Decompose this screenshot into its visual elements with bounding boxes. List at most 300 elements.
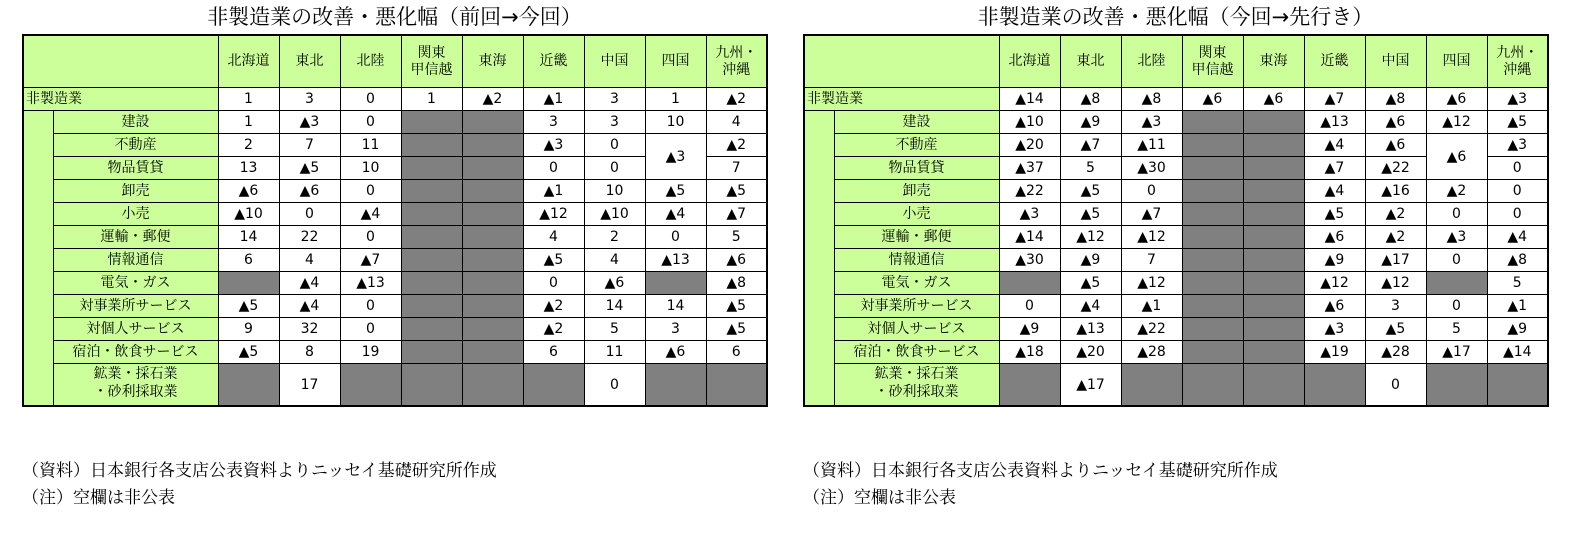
blank-cell xyxy=(1182,157,1243,180)
region-header: 九州・ 沖縄 xyxy=(706,35,767,88)
blank-cell xyxy=(1243,295,1304,318)
value-cell: ▲13 xyxy=(340,272,401,295)
value-cell: 14 xyxy=(218,226,279,249)
value-cell: 0 xyxy=(1121,180,1182,203)
value-cell: 5 xyxy=(706,226,767,249)
region-header: 東海 xyxy=(462,35,523,88)
table-panel-outlook xyxy=(803,5,1549,508)
value-cell: ▲3 xyxy=(1426,226,1487,249)
value-cell: ▲13 xyxy=(645,249,706,272)
row-label: 非製造業 xyxy=(23,88,218,111)
value-cell: ▲2 xyxy=(462,88,523,111)
value-cell: 8 xyxy=(279,341,340,364)
table-row xyxy=(804,203,1548,226)
value-cell: ▲5 xyxy=(1060,203,1121,226)
value-cell: ▲6 xyxy=(1182,88,1243,111)
region-header: 北海道 xyxy=(218,35,279,88)
value-cell: 3 xyxy=(1365,295,1426,318)
header-row xyxy=(23,35,767,88)
value-cell: 0 xyxy=(1487,157,1548,180)
value-cell: ▲6 xyxy=(1365,111,1426,134)
value-cell: 3 xyxy=(584,111,645,134)
value-cell: ▲7 xyxy=(1121,203,1182,226)
blank-cell xyxy=(462,295,523,318)
row-label: 対個人サービス xyxy=(53,318,218,341)
value-cell: ▲2 xyxy=(1365,203,1426,226)
value-cell: ▲5 xyxy=(1487,111,1548,134)
value-cell: ▲37 xyxy=(999,157,1060,180)
blank-cell xyxy=(218,272,279,295)
value-cell: 32 xyxy=(279,318,340,341)
value-cell: ▲30 xyxy=(999,249,1060,272)
blank-cell xyxy=(645,272,706,295)
blank-cell xyxy=(340,364,401,407)
value-cell: ▲6 xyxy=(1426,134,1487,180)
value-cell: 3 xyxy=(523,111,584,134)
row-label: 不動産 xyxy=(834,134,999,157)
blank-cell xyxy=(401,295,462,318)
value-cell: 10 xyxy=(340,157,401,180)
region-header: 九州・ 沖縄 xyxy=(1487,35,1548,88)
value-cell: ▲12 xyxy=(1426,111,1487,134)
value-cell: ▲6 xyxy=(706,249,767,272)
value-cell: ▲4 xyxy=(645,203,706,226)
value-cell: 14 xyxy=(645,295,706,318)
table-row xyxy=(804,364,1548,407)
value-cell: ▲5 xyxy=(706,318,767,341)
blank-cell xyxy=(401,341,462,364)
value-cell: 9 xyxy=(218,318,279,341)
value-cell: 0 xyxy=(523,157,584,180)
value-cell: ▲12 xyxy=(1365,272,1426,295)
row-label: 物品賃貸 xyxy=(834,157,999,180)
blank-cell xyxy=(1182,111,1243,134)
value-cell: ▲19 xyxy=(1304,341,1365,364)
blank-cell xyxy=(462,341,523,364)
row-label: 建設 xyxy=(53,111,218,134)
data-table xyxy=(22,34,768,407)
value-cell: 1 xyxy=(401,88,462,111)
value-cell: 0 xyxy=(340,180,401,203)
value-cell: ▲17 xyxy=(1426,341,1487,364)
value-cell: 0 xyxy=(1426,203,1487,226)
value-cell: ▲8 xyxy=(1121,88,1182,111)
row-label: 電気・ガス xyxy=(834,272,999,295)
value-cell: 5 xyxy=(1060,157,1121,180)
region-header: 東北 xyxy=(1060,35,1121,88)
blank-cell xyxy=(1243,364,1304,407)
value-cell: 11 xyxy=(584,341,645,364)
blank-cell xyxy=(462,226,523,249)
blank-cell xyxy=(1182,341,1243,364)
row-label: 情報通信 xyxy=(53,249,218,272)
table-row xyxy=(804,341,1548,364)
value-cell: ▲5 xyxy=(1365,318,1426,341)
footnote: （注）空欄は非公表 xyxy=(803,488,956,508)
table-row xyxy=(23,272,767,295)
indent-cell xyxy=(23,111,53,407)
value-cell: ▲13 xyxy=(1304,111,1365,134)
value-cell: 7 xyxy=(279,134,340,157)
value-cell: ▲12 xyxy=(1304,272,1365,295)
blank-cell xyxy=(462,134,523,157)
table-row xyxy=(804,226,1548,249)
value-cell: ▲6 xyxy=(645,341,706,364)
row-label: 小売 xyxy=(834,203,999,226)
value-cell: ▲1 xyxy=(523,180,584,203)
value-cell: 5 xyxy=(1487,272,1548,295)
row-label: 対個人サービス xyxy=(834,318,999,341)
blank-cell xyxy=(1182,364,1243,407)
value-cell: ▲3 xyxy=(645,134,706,180)
region-header: 北陸 xyxy=(1121,35,1182,88)
footnote: （注）空欄は非公表 xyxy=(22,488,175,508)
value-cell: 2 xyxy=(218,134,279,157)
value-cell: ▲12 xyxy=(1121,226,1182,249)
value-cell: ▲3 xyxy=(1487,134,1548,157)
row-label: 卸売 xyxy=(834,180,999,203)
value-cell: ▲30 xyxy=(1121,157,1182,180)
value-cell: ▲14 xyxy=(1487,341,1548,364)
blank-cell xyxy=(1182,318,1243,341)
value-cell: ▲4 xyxy=(1304,134,1365,157)
value-cell: ▲9 xyxy=(1304,249,1365,272)
value-cell: ▲1 xyxy=(1121,295,1182,318)
value-cell: 7 xyxy=(1121,249,1182,272)
row-label: 電気・ガス xyxy=(53,272,218,295)
value-cell: 7 xyxy=(706,157,767,180)
value-cell: ▲9 xyxy=(999,318,1060,341)
value-cell: ▲5 xyxy=(218,295,279,318)
blank-cell xyxy=(999,364,1060,407)
blank-cell xyxy=(1182,272,1243,295)
row-label: 建設 xyxy=(834,111,999,134)
blank-cell xyxy=(401,364,462,407)
blank-cell xyxy=(1121,364,1182,407)
value-cell: ▲4 xyxy=(1060,295,1121,318)
value-cell: 0 xyxy=(584,364,645,407)
value-cell: 10 xyxy=(584,180,645,203)
blank-cell xyxy=(1182,180,1243,203)
blank-cell xyxy=(1182,203,1243,226)
value-cell: ▲10 xyxy=(218,203,279,226)
region-header: 東海 xyxy=(1243,35,1304,88)
value-cell: 0 xyxy=(340,318,401,341)
indent-cell xyxy=(804,111,834,407)
value-cell: ▲3 xyxy=(1487,88,1548,111)
table-row xyxy=(23,134,767,157)
value-cell: ▲3 xyxy=(523,134,584,157)
row-label: 小売 xyxy=(53,203,218,226)
blank-cell xyxy=(401,180,462,203)
row-label: 対事業所サービス xyxy=(53,295,218,318)
value-cell: 0 xyxy=(340,295,401,318)
value-cell: ▲14 xyxy=(999,226,1060,249)
value-cell: ▲4 xyxy=(1304,180,1365,203)
source-note: （資料）日本銀行各支店公表資料よりニッセイ基礎研究所作成 xyxy=(803,461,1278,481)
value-cell: ▲4 xyxy=(279,272,340,295)
value-cell: 4 xyxy=(523,226,584,249)
blank-cell xyxy=(1182,226,1243,249)
value-cell: ▲12 xyxy=(1060,226,1121,249)
value-cell: 6 xyxy=(706,341,767,364)
value-cell: ▲8 xyxy=(1487,249,1548,272)
region-header: 四国 xyxy=(645,35,706,88)
value-cell: ▲12 xyxy=(523,203,584,226)
value-cell: 0 xyxy=(340,88,401,111)
blank-cell xyxy=(1243,318,1304,341)
row-label: 対事業所サービス xyxy=(834,295,999,318)
region-header: 東北 xyxy=(279,35,340,88)
value-cell: ▲6 xyxy=(1365,134,1426,157)
value-cell: 17 xyxy=(279,364,340,407)
region-header: 近畿 xyxy=(523,35,584,88)
region-header: 近畿 xyxy=(1304,35,1365,88)
value-cell: 3 xyxy=(279,88,340,111)
value-cell: ▲2 xyxy=(1365,226,1426,249)
value-cell: 0 xyxy=(1365,364,1426,407)
table-row xyxy=(804,180,1548,203)
value-cell: ▲7 xyxy=(340,249,401,272)
blank-cell xyxy=(1243,157,1304,180)
value-cell: 1 xyxy=(218,88,279,111)
row-label: 宿泊・飲食サービス xyxy=(53,341,218,364)
row-label: 鉱業・採石業 ・砂利採取業 xyxy=(834,364,999,407)
region-header: 関東 甲信越 xyxy=(401,35,462,88)
table-row xyxy=(804,318,1548,341)
table-row xyxy=(804,134,1548,157)
blank-cell xyxy=(1243,203,1304,226)
corner-cell xyxy=(804,35,999,88)
value-cell: 5 xyxy=(584,318,645,341)
value-cell: 22 xyxy=(279,226,340,249)
value-cell: 4 xyxy=(706,111,767,134)
value-cell: ▲6 xyxy=(279,180,340,203)
value-cell: ▲4 xyxy=(279,295,340,318)
value-cell: 6 xyxy=(218,249,279,272)
value-cell: 1 xyxy=(645,88,706,111)
value-cell: ▲5 xyxy=(1060,180,1121,203)
blank-cell xyxy=(1243,272,1304,295)
value-cell: 2 xyxy=(584,226,645,249)
blank-cell xyxy=(1304,364,1365,407)
blank-cell xyxy=(1243,226,1304,249)
notes xyxy=(803,458,1278,512)
table-row xyxy=(804,88,1548,111)
region-header: 中国 xyxy=(1365,35,1426,88)
blank-cell xyxy=(462,364,523,407)
blank-cell xyxy=(999,272,1060,295)
value-cell: 0 xyxy=(1426,295,1487,318)
value-cell: 14 xyxy=(584,295,645,318)
blank-cell xyxy=(706,364,767,407)
blank-cell xyxy=(462,157,523,180)
table-title: 非製造業の改善・悪化幅（前回→今回） xyxy=(207,5,582,29)
value-cell: ▲5 xyxy=(279,157,340,180)
table-row xyxy=(804,249,1548,272)
value-cell: ▲18 xyxy=(999,341,1060,364)
blank-cell xyxy=(1243,180,1304,203)
value-cell: ▲7 xyxy=(1060,134,1121,157)
header-row xyxy=(804,35,1548,88)
blank-cell xyxy=(401,272,462,295)
value-cell: ▲7 xyxy=(706,203,767,226)
value-cell: ▲12 xyxy=(1121,272,1182,295)
value-cell: ▲3 xyxy=(1304,318,1365,341)
value-cell: 0 xyxy=(340,111,401,134)
value-cell: 0 xyxy=(1487,180,1548,203)
table-row xyxy=(804,272,1548,295)
blank-cell xyxy=(1243,341,1304,364)
value-cell: 0 xyxy=(279,203,340,226)
value-cell: ▲2 xyxy=(523,295,584,318)
region-header: 北陸 xyxy=(340,35,401,88)
blank-cell xyxy=(1243,134,1304,157)
value-cell: ▲28 xyxy=(1365,341,1426,364)
value-cell: ▲10 xyxy=(584,203,645,226)
value-cell: 0 xyxy=(1487,203,1548,226)
value-cell: ▲5 xyxy=(645,180,706,203)
region-header: 関東 甲信越 xyxy=(1182,35,1243,88)
value-cell: ▲6 xyxy=(218,180,279,203)
value-cell: 10 xyxy=(645,111,706,134)
row-label: 宿泊・飲食サービス xyxy=(834,341,999,364)
table-row xyxy=(23,111,767,134)
value-cell: 6 xyxy=(523,341,584,364)
value-cell: ▲9 xyxy=(1060,111,1121,134)
value-cell: 0 xyxy=(523,272,584,295)
value-cell: ▲7 xyxy=(1304,157,1365,180)
table-title: 非製造業の改善・悪化幅（今回→先行き） xyxy=(977,5,1374,29)
value-cell: 13 xyxy=(218,157,279,180)
blank-cell xyxy=(523,364,584,407)
value-cell: ▲2 xyxy=(523,318,584,341)
value-cell: ▲6 xyxy=(1243,88,1304,111)
region-header: 北海道 xyxy=(999,35,1060,88)
value-cell: ▲3 xyxy=(279,111,340,134)
source-note: （資料）日本銀行各支店公表資料よりニッセイ基礎研究所作成 xyxy=(22,461,497,481)
blank-cell xyxy=(401,203,462,226)
value-cell: ▲6 xyxy=(1304,226,1365,249)
value-cell: ▲2 xyxy=(706,88,767,111)
table-row xyxy=(804,111,1548,134)
table-row xyxy=(804,295,1548,318)
blank-cell xyxy=(401,134,462,157)
value-cell: ▲9 xyxy=(1487,318,1548,341)
region-header: 四国 xyxy=(1426,35,1487,88)
value-cell: 19 xyxy=(340,341,401,364)
value-cell: ▲3 xyxy=(1121,111,1182,134)
region-header: 中国 xyxy=(584,35,645,88)
value-cell: ▲8 xyxy=(1365,88,1426,111)
value-cell: 1 xyxy=(218,111,279,134)
row-label: 鉱業・採石業 ・砂利採取業 xyxy=(53,364,218,407)
value-cell: ▲28 xyxy=(1121,341,1182,364)
value-cell: ▲22 xyxy=(999,180,1060,203)
table-row xyxy=(23,341,767,364)
value-cell: ▲5 xyxy=(1304,203,1365,226)
notes xyxy=(22,458,497,512)
value-cell: ▲2 xyxy=(1426,180,1487,203)
table-row xyxy=(23,88,767,111)
value-cell: ▲8 xyxy=(706,272,767,295)
table-row xyxy=(23,318,767,341)
value-cell: ▲22 xyxy=(1365,157,1426,180)
blank-cell xyxy=(462,180,523,203)
data-table xyxy=(803,34,1549,407)
value-cell: ▲13 xyxy=(1060,318,1121,341)
value-cell: ▲7 xyxy=(1304,88,1365,111)
blank-cell xyxy=(1243,249,1304,272)
value-cell: 0 xyxy=(999,295,1060,318)
value-cell: ▲6 xyxy=(1304,295,1365,318)
value-cell: ▲16 xyxy=(1365,180,1426,203)
blank-cell xyxy=(1426,364,1487,407)
value-cell: 0 xyxy=(584,134,645,157)
row-label: 運輸・郵便 xyxy=(834,226,999,249)
value-cell: ▲22 xyxy=(1121,318,1182,341)
table-panel-current xyxy=(22,5,768,508)
value-cell: ▲20 xyxy=(999,134,1060,157)
row-label: 不動産 xyxy=(53,134,218,157)
value-cell: ▲6 xyxy=(1426,88,1487,111)
blank-cell xyxy=(462,272,523,295)
table-row xyxy=(23,226,767,249)
value-cell: 11 xyxy=(340,134,401,157)
value-cell: ▲8 xyxy=(1060,88,1121,111)
value-cell: 5 xyxy=(1426,318,1487,341)
value-cell: ▲17 xyxy=(1060,364,1121,407)
value-cell: 0 xyxy=(584,157,645,180)
value-cell: ▲9 xyxy=(1060,249,1121,272)
value-cell: 3 xyxy=(584,88,645,111)
row-label: 非製造業 xyxy=(804,88,999,111)
value-cell: ▲2 xyxy=(706,134,767,157)
row-label: 情報通信 xyxy=(834,249,999,272)
blank-cell xyxy=(218,364,279,407)
row-label: 物品賃貸 xyxy=(53,157,218,180)
blank-cell xyxy=(1182,249,1243,272)
table-row xyxy=(23,203,767,226)
blank-cell xyxy=(462,203,523,226)
table-row xyxy=(23,295,767,318)
value-cell: ▲5 xyxy=(523,249,584,272)
value-cell: ▲5 xyxy=(706,295,767,318)
value-cell: ▲4 xyxy=(1487,226,1548,249)
blank-cell xyxy=(401,318,462,341)
value-cell: ▲5 xyxy=(706,180,767,203)
corner-cell xyxy=(23,35,218,88)
value-cell: ▲14 xyxy=(999,88,1060,111)
blank-cell xyxy=(1426,272,1487,295)
value-cell: 4 xyxy=(279,249,340,272)
blank-cell xyxy=(1182,134,1243,157)
value-cell: ▲5 xyxy=(1060,272,1121,295)
blank-cell xyxy=(401,226,462,249)
value-cell: 0 xyxy=(645,226,706,249)
value-cell: ▲4 xyxy=(340,203,401,226)
blank-cell xyxy=(462,111,523,134)
blank-cell xyxy=(1487,364,1548,407)
blank-cell xyxy=(401,249,462,272)
value-cell: ▲3 xyxy=(999,203,1060,226)
table-row xyxy=(23,364,767,407)
value-cell: ▲6 xyxy=(584,272,645,295)
table-row xyxy=(23,180,767,203)
blank-cell xyxy=(1182,295,1243,318)
blank-cell xyxy=(401,157,462,180)
value-cell: ▲10 xyxy=(999,111,1060,134)
